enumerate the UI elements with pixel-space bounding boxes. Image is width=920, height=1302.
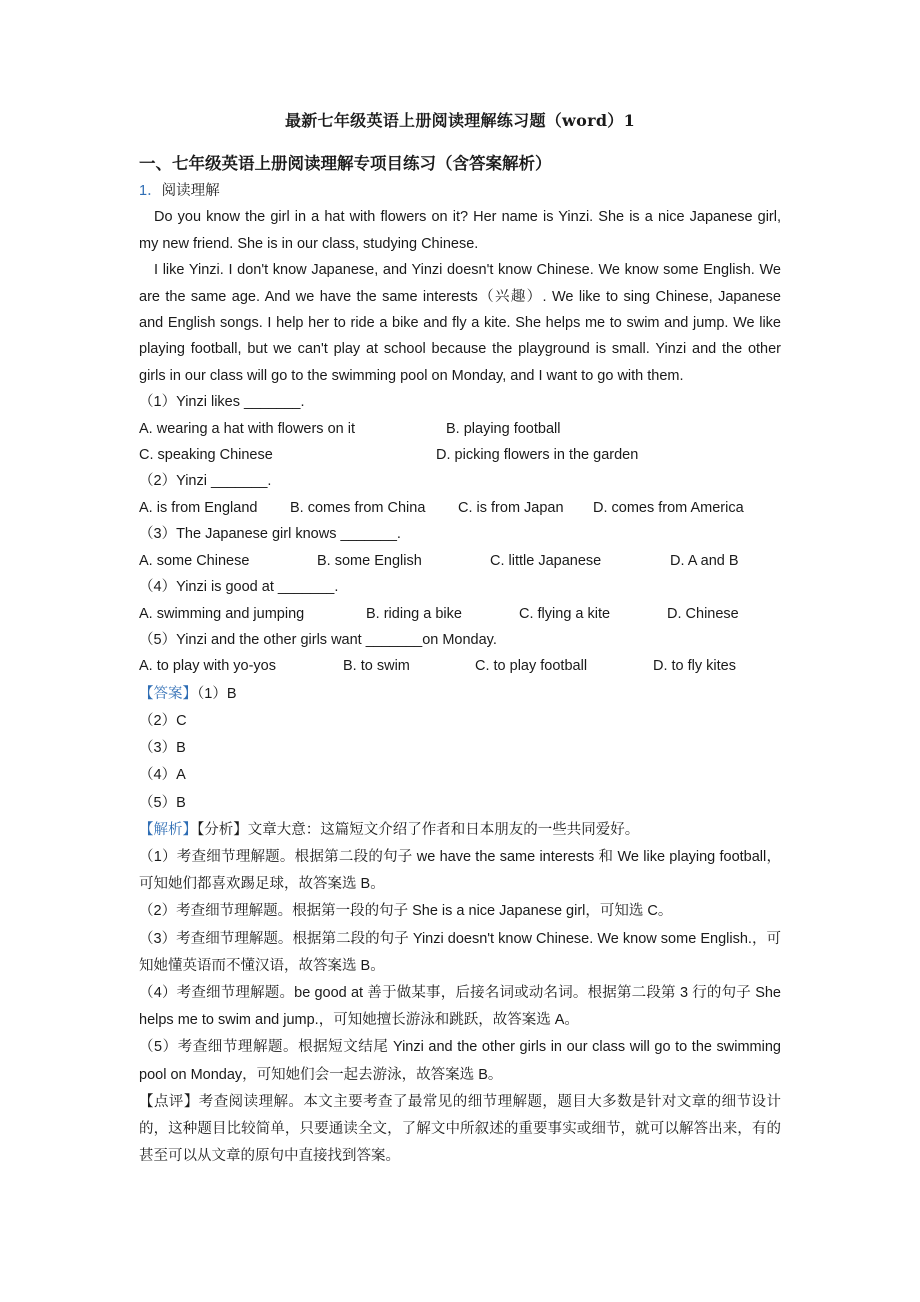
option: C. little Japanese [490,552,602,569]
answer-line-1 [139,681,781,708]
option: A. some Chinese [139,552,250,569]
question-stem-5: （5）Yinzi and the other girls want _______on Monday. [139,631,497,648]
answer-line: （5）B [139,794,186,811]
question-options-1b [139,442,781,468]
analysis-item: （3）考查细节理解题。根据第二段的句子 Yinzi doesn't know Chinese. We know some English.，可知她懂英语而不懂汉语，故答案选 B。 [139,930,781,974]
answer-value: （1）B [197,685,237,702]
question-options-3 [139,548,781,574]
option: A. is from England [139,499,258,516]
analysis-item: （1）考查细节理解题。根据第二段的句子 we have the same interests 和 We like playing football，可知她们都喜欢踢足球，故答案选 B。 [139,848,781,893]
option: A. swimming and jumping [139,605,305,622]
option: D. A and B [670,552,739,569]
analysis-item: （5）考查细节理解题。根据短文结尾 Yinzi and the other girls in our class will go to the swimming pool on Monday，可知她们会一起去游泳，故答案选 B。 [139,1039,781,1083]
option: B. some English [317,552,422,569]
answer-label: 【答案】 [139,685,197,702]
document-title: 最新七年级英语上册阅读理解练习题（word）1 [284,111,636,130]
option: A. to play with yo-yos [139,658,276,675]
option: D. Chinese [667,605,739,622]
option: A. wearing a hat with flowers on it [139,420,355,437]
analysis-summary: 【分析】文章大意：这篇短文介绍了作者和日本朋友的一些共同爱好。 [197,821,640,838]
question-options-1 [139,416,781,442]
question-stem-2: （2）Yinzi _______. [139,473,272,490]
option: C. flying a kite [519,605,611,622]
analysis-label: 【解析】 [139,821,197,838]
analysis-comment: 【点评】考查阅读理解。本文主要考查了最常见的细节理解题，题目大多数是针对文章的细节设计的，这种题目比较简单，只要通读全文，了解文中所叙述的重要事实或细节，就可以解答出来，有的甚至可以从文章的原句中直接找到答案。 [139,1093,781,1165]
option: C. speaking Chinese [139,447,273,464]
option: B. to swim [343,658,410,675]
option: B. riding a bike [366,605,462,622]
question-header [139,178,781,204]
question-number: 1． [139,183,162,199]
question-stem-1: （1）Yinzi likes _______. [139,394,305,411]
passage-paragraph-2: I like Yinzi. I don't know Japanese, and Yinzi doesn't know Chinese. We know some English. We are the same age. And we have the same interests（兴趣）. We like to sing Chinese, Japanese and English songs. I help her to ride a bike and fly a kite. She helps me to swim and jump. We like playing football, but we can't play at school because the playground is small. Yinzi and the other girls in our class will go to the swimming pool on Monday, and I want to go with them. [139,262,781,384]
question-stem-3: （3）The Japanese girl knows _______. [139,526,401,543]
passage-paragraph-1: Do you know the girl in a hat with flowers on it? Her name is Yinzi. She is a nice Japanese girl, my new friend. She is in our class, studying Chinese. [139,209,781,252]
question-stem-4: （4）Yinzi is good at _______. [139,579,339,596]
analysis-intro [139,817,781,844]
answer-line: （3）B [139,740,186,757]
question-options-4 [139,601,781,627]
analysis-item: （2）考查细节理解题。根据第一段的句子 She is a nice Japanese girl，可知选 C。 [139,903,673,920]
question-options-2 [139,495,781,521]
option: D. comes from America [593,499,744,516]
option: C. to play football [475,658,588,675]
analysis-item: （4）考查细节理解题。be good at 善于做某事，后接名词或动名词。根据第二段第 3 行的句子 She helps me to swim and jump.，可知她擅长游泳和跳跃，故答案选 A。 [139,984,781,1029]
section-heading: 一、七年级英语上册阅读理解专项目练习（含答案解析） [139,154,552,173]
document-page [139,108,781,1170]
answer-line: （2）C [139,712,187,729]
option: B. playing football [446,420,561,437]
option: C. is from Japan [458,499,564,516]
option: B. comes from China [290,499,426,516]
question-options-5 [139,653,781,679]
option: D. picking flowers in the garden [436,447,639,464]
answer-line: （4）A [139,767,186,784]
option: D. to fly kites [653,658,736,675]
question-type: 阅读理解 [161,183,220,199]
